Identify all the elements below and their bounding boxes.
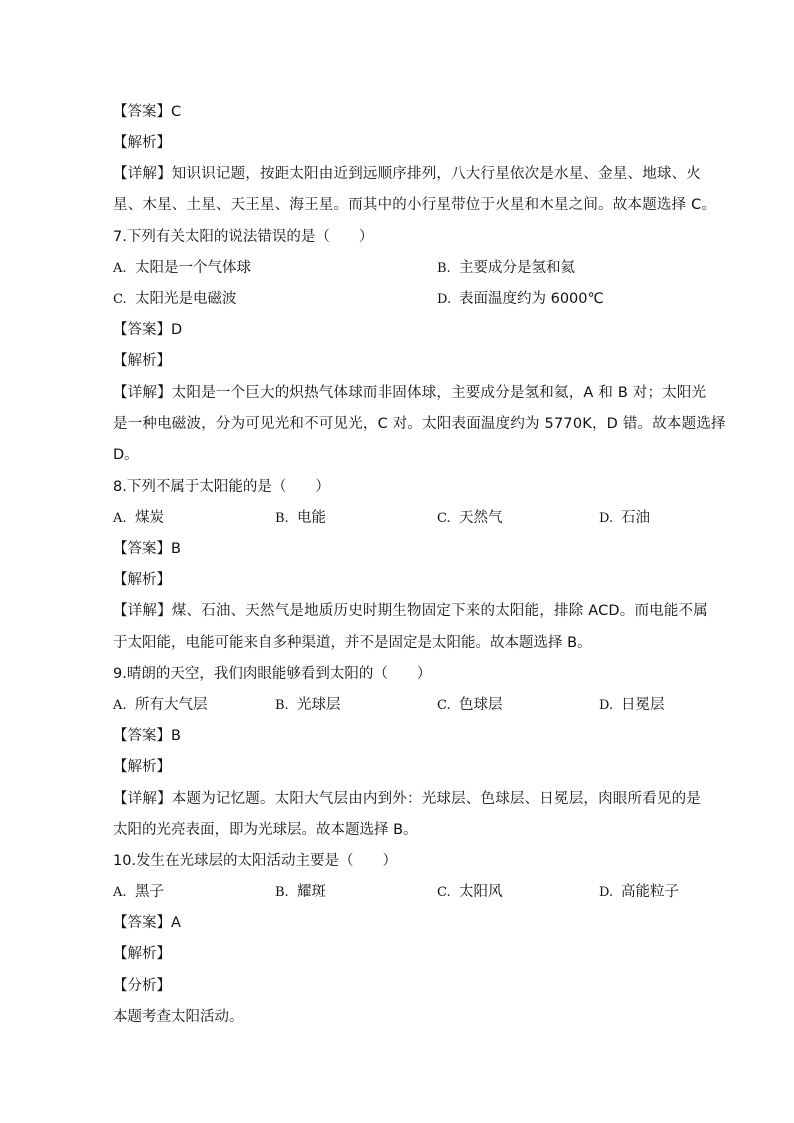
q10-answer: 【答案】A <box>113 915 181 931</box>
q6-analysis-heading: 【解析】 <box>113 135 171 151</box>
q7-option-b <box>437 258 575 278</box>
option-text: 天然气 <box>459 510 503 526</box>
option-text: 耀斑 <box>297 884 326 900</box>
option-text: 电能 <box>297 510 326 526</box>
option-letter: D. <box>599 511 614 526</box>
q9-option-b <box>275 695 341 715</box>
q9-answer: 【答案】B <box>113 728 181 744</box>
q7-analysis-heading: 【解析】 <box>113 353 171 369</box>
option-letter: A. <box>113 261 127 276</box>
option-letter: D. <box>437 292 452 307</box>
q8-option-d <box>599 508 650 528</box>
q8-option-c <box>437 508 503 528</box>
option-text: 太阳风 <box>459 884 503 900</box>
q7-detail-line-1: 【详解】太阳是一个巨大的炽热气体球而非固体球，主要成分是氢和氦，A 和 B 对；太阳光 <box>113 385 707 401</box>
option-text: 光球层 <box>297 697 341 713</box>
option-text: 煤炭 <box>135 510 164 526</box>
q10-option-d <box>599 882 679 902</box>
q9-option-d <box>599 695 665 715</box>
option-text: 主要成分是氢和氦 <box>459 260 575 276</box>
option-text: 色球层 <box>459 697 503 713</box>
option-text: 所有大气层 <box>135 697 208 713</box>
q8-detail-line-1: 【详解】煤、石油、天然气是地质历史时期生物固定下来的太阳能，排除 ACD。而电能不属 <box>113 603 708 619</box>
q10-analysis-text: 本题考查太阳活动。 <box>113 1009 244 1025</box>
option-text: 高能粒子 <box>621 884 679 900</box>
q6-detail-line-1: 【详解】知识识记题，按距太阳由近到远顺序排列，八大行星依次是水星、金星、地球、火 <box>113 166 701 182</box>
q9-detail-line-1: 【详解】本题为记忆题。太阳大气层由内到外：光球层、色球层、日冕层，肉眼所看见的是 <box>113 791 701 807</box>
option-letter: C. <box>437 698 451 713</box>
q6-detail-line-2: 星、木星、土星、天王星、海王星。而其中的小行星带位于火星和木星之间。故本题选择 C。 <box>113 197 717 213</box>
q7-question: 7.下列有关太阳的说法错误的是（ ） <box>113 229 374 245</box>
option-letter: C. <box>437 511 451 526</box>
q9-option-c <box>437 695 503 715</box>
q9-detail-line-2: 太阳的光亮表面，即为光球层。故本题选择 B。 <box>113 822 418 838</box>
q8-answer: 【答案】B <box>113 541 181 557</box>
q8-analysis-heading: 【解析】 <box>113 572 171 588</box>
q10-option-b <box>275 882 326 902</box>
option-text: 日冕层 <box>621 697 665 713</box>
option-letter: C. <box>113 292 127 307</box>
option-text: 太阳是一个气体球 <box>135 260 251 276</box>
q10-analysis-heading: 【解析】 <box>113 946 171 962</box>
q8-option-b <box>275 508 326 528</box>
option-letter: B. <box>437 261 451 276</box>
option-text: 黑子 <box>135 884 164 900</box>
q7-option-c <box>113 289 237 309</box>
q10-question: 10.发生在光球层的太阳活动主要是（ ） <box>113 853 398 869</box>
option-letter: C. <box>437 885 451 900</box>
option-text: 表面温度约为 6000℃ <box>459 291 604 307</box>
q7-option-a <box>113 258 251 278</box>
option-letter: D. <box>599 698 614 713</box>
q8-option-a <box>113 508 164 528</box>
q7-option-d <box>437 289 604 309</box>
q10-option-c <box>437 882 503 902</box>
option-text: 石油 <box>621 510 650 526</box>
option-text: 太阳光是电磁波 <box>135 291 237 307</box>
option-letter: D. <box>599 885 614 900</box>
q7-answer: 【答案】D <box>113 322 183 338</box>
q10-option-a <box>113 882 164 902</box>
option-letter: B. <box>275 885 289 900</box>
q10-analysis-subheading: 【分析】 <box>113 978 171 994</box>
option-letter: B. <box>275 698 289 713</box>
q7-detail-line-3: D。 <box>113 447 139 463</box>
option-letter: A. <box>113 698 127 713</box>
q8-detail-line-2: 于太阳能，电能可能来自多种渠道，并不是固定是太阳能。故本题选择 B。 <box>113 635 592 651</box>
q6-answer: 【答案】C <box>113 104 182 120</box>
q8-question: 8.下列不属于太阳能的是（ ） <box>113 479 330 495</box>
q9-analysis-heading: 【解析】 <box>113 759 171 775</box>
q9-option-a <box>113 695 208 715</box>
option-letter: B. <box>275 511 289 526</box>
option-letter: A. <box>113 885 127 900</box>
option-letter: A. <box>113 511 127 526</box>
q7-detail-line-2: 是一种电磁波，分为可见光和不可见光，C 对。太阳表面温度约为 5770K，D 错。故本题选择 <box>113 416 726 432</box>
q9-question: 9.晴朗的天空，我们肉眼能够看到太阳的（ ） <box>113 666 432 682</box>
